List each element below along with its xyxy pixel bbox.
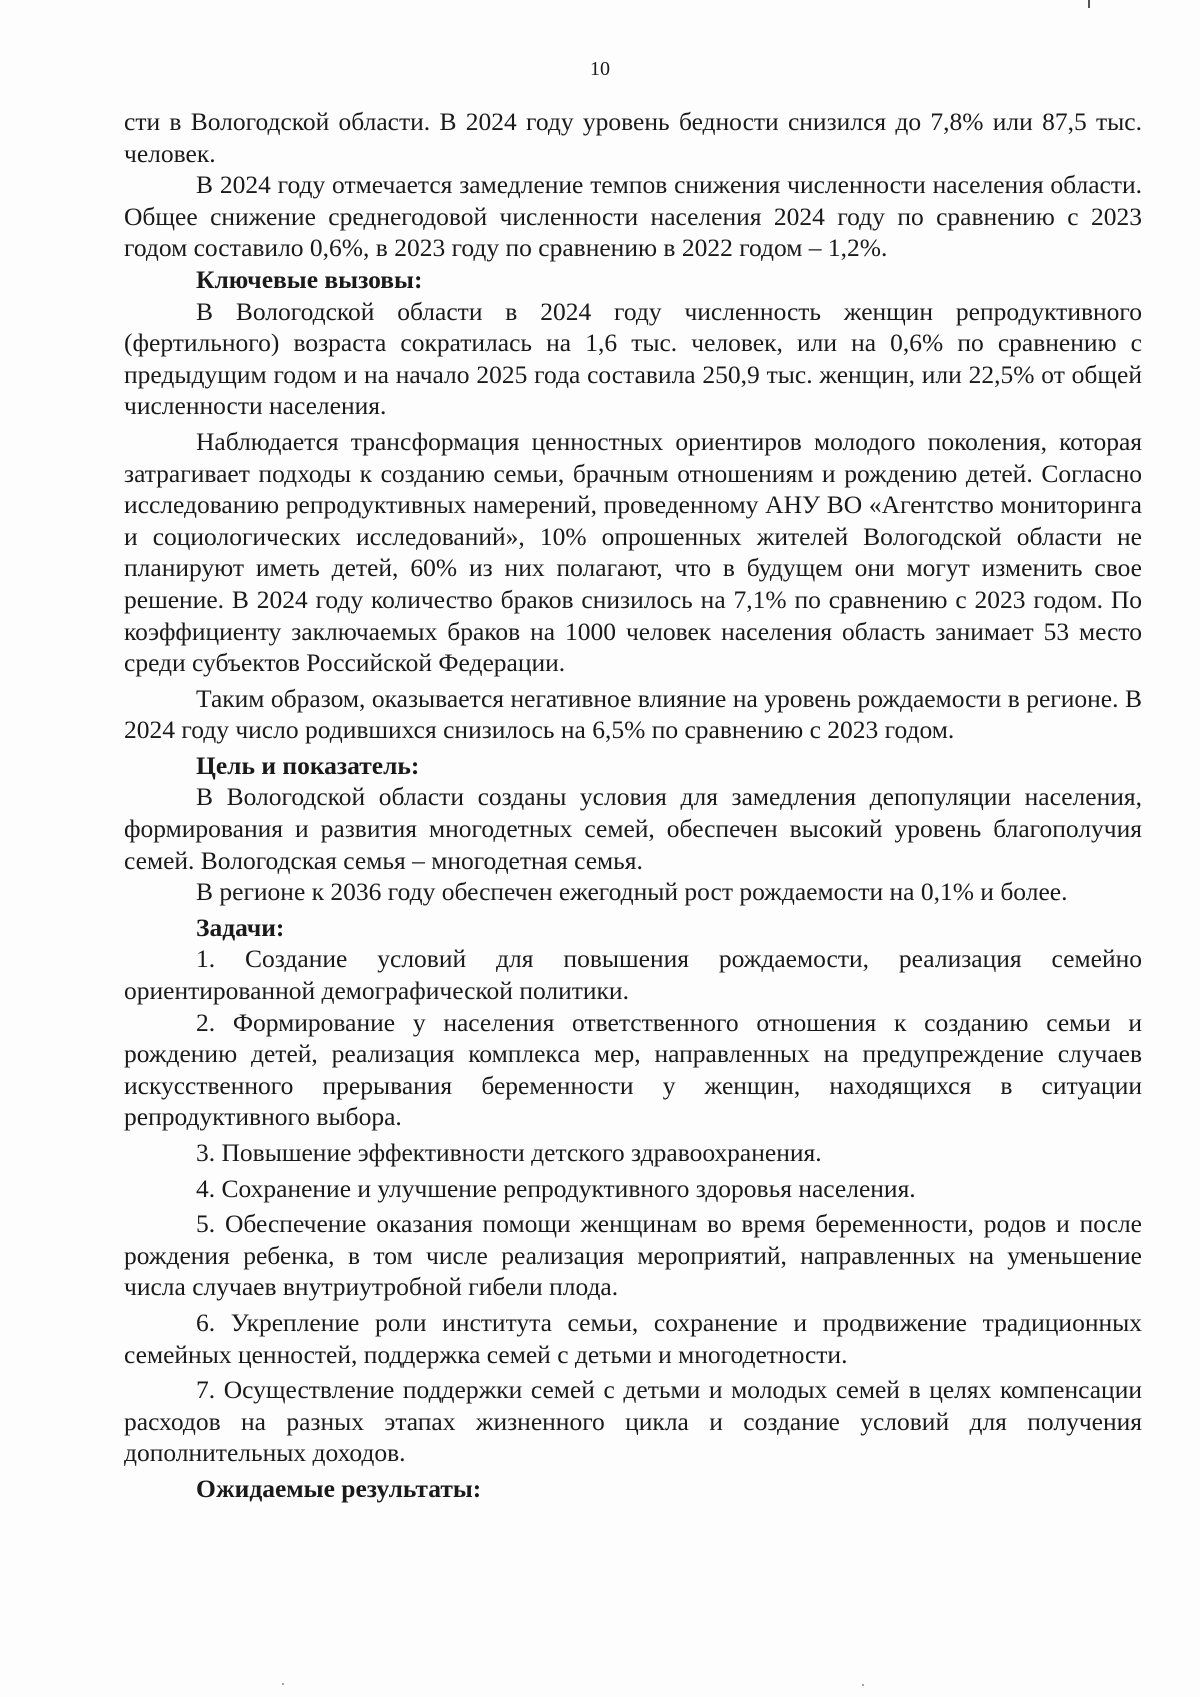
scan-speck xyxy=(862,1684,864,1686)
document-body xyxy=(124,106,1142,1505)
paragraph-population: В 2024 году отмечается замедление темпов снижения численности населения области. Общее снижение среднегодовой численности населения 2024 году по сравнению с 2023 годом составило 0,6%, в 2023 году по сравнению в 2022 годом – 1,2%. xyxy=(124,170,1142,263)
paragraph-continued: сти в Вологодской области. В 2024 году уровень бедности снизился до 7,8% или 87,5 тыс. человек. xyxy=(124,107,1142,168)
paragraph-values: Наблюдается трансформация ценностных ориентиров молодого поколения, которая затрагивает подходы к созданию семьи, брачным отношениям и рождению детей. Согласно исследованию репродуктивных намерений, проведенному АНУ ВО «Агентство мониторинга и социологических исследований», 10% опрошенных жителей Вологодской области не планируют иметь детей, 60% из них полагают, что в будущем они могут изменить свое решение. В 2024 году количество браков снизилось на 7,1% по сравнению с 2023 годом. По коэффициенту заключаемых браков на 1000 человек населения область занимает 53 место среди субъектов Российской Федерации. xyxy=(124,426,1142,678)
task-item: 5. Обеспечение оказания помощи женщинам во время беременности, родов и после рождения ребенка, в том числе реализация мероприятий, направленных на уменьшение числа случаев внутриутробной гибели плода. xyxy=(124,1209,1142,1302)
heading-expected-results: Ожидаемые результаты: xyxy=(196,1473,482,1503)
heading-key-challenges: Ключевые вызовы: xyxy=(196,264,423,294)
scan-speck xyxy=(282,1683,284,1685)
scan-mark xyxy=(1088,0,1090,8)
task-item: 4. Сохранение и улучшение репродуктивного здоровья населения. xyxy=(196,1173,916,1203)
task-item: 6. Укрепление роли института семьи, сохранение и продвижение традиционных семейных ценностей, поддержка семей с детьми и многодетности. xyxy=(124,1307,1142,1369)
task-item: 1. Создание условий для повышения рождаемости, реализация семейно ориентированной демографической политики. xyxy=(124,944,1142,1006)
paragraph-women: В Вологодской области в 2024 году численность женщин репродуктивного (фертильного) возраста сократилась на 1,6 тыс. человек, или на 0,6% по сравнению с предыдущим годом и на начало 2025 года составила 250,9 тыс. женщин, или 22,5% от общей численности населения. xyxy=(124,296,1142,421)
task-item: 2. Формирование у населения ответственного отношения к созданию семьи и рождению детей, реализация комплекса мер, направленных на предупреждение случаев искусственного прерывания беременности у женщин, находящихся в ситуации репродуктивного выбора. xyxy=(124,1007,1142,1132)
task-item: 3. Повышение эффективности детского здравоохранения. xyxy=(196,1138,822,1167)
paragraph-birthrate: Таким образом, оказывается негативное влияние на уровень рождаемости в регионе. В 2024 году число родившихся снизилось на 6,5% по сравнению с 2023 годом. xyxy=(124,683,1142,745)
page-number: 10 xyxy=(590,58,610,80)
heading-goal: Цель и показатель: xyxy=(196,750,420,780)
task-item: 7. Осуществление поддержки семей с детьми и молодых семей в целях компенсации расходов на разных этапах жизненного цикла и создание условий для получения дополнительных доходов. xyxy=(124,1375,1142,1468)
paragraph-indicator: В регионе к 2036 году обеспечен ежегодный рост рождаемости на 0,1% и более. xyxy=(196,877,1068,907)
heading-tasks: Задачи: xyxy=(196,912,285,942)
paragraph-goal: В Вологодской области созданы условия для замедления депопуляции населения, формирования и развития многодетных семей, обеспечен высокий уровень благополучия семей. Вологодская семья – многодетная семья. xyxy=(124,782,1142,875)
